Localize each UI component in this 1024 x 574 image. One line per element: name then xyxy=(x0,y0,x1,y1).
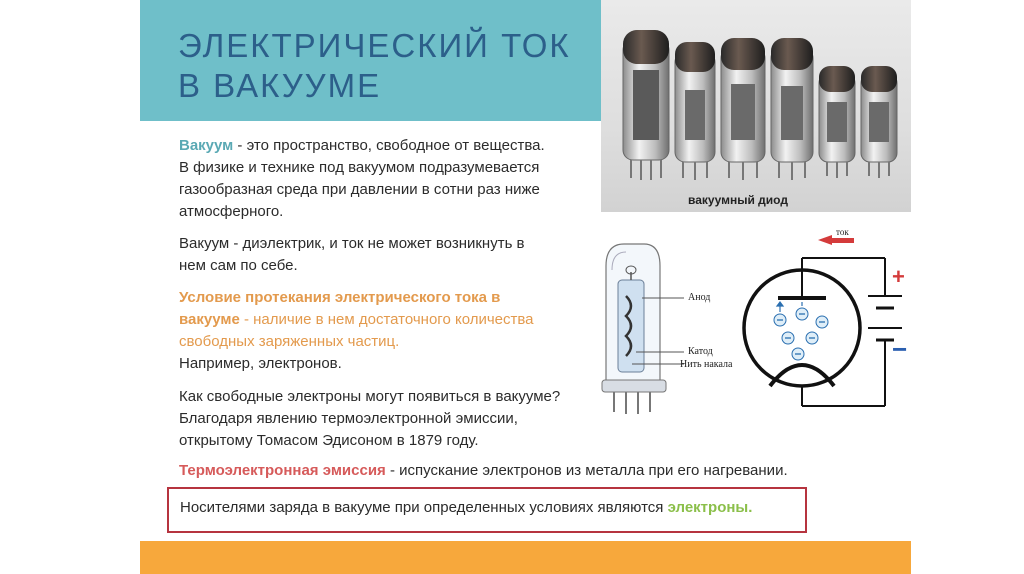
conclusion-main: Носителями заряда в вакууме при определенных условиях являются xyxy=(180,499,668,516)
p1-text: - это пространство, свободное от вещества. xyxy=(233,137,545,154)
paragraph-thermionic-question xyxy=(179,386,599,452)
tube-1 xyxy=(623,30,669,180)
tube-4 xyxy=(771,38,813,180)
vacuum-tubes-photo xyxy=(601,0,911,212)
circuit-diagram xyxy=(740,228,910,418)
p4-line2: Благодаря явлению термоэлектронной эмиссии, xyxy=(179,410,518,427)
p4-line1: Как свободные электроны могут появиться в вакууме? xyxy=(179,388,561,405)
p4-line3: открытому Томасом Эдисоном в 1879 году. xyxy=(179,432,479,449)
term-thermionic-emission: Термоэлектронная эмиссия xyxy=(179,462,386,479)
circuit-drawing xyxy=(740,228,910,418)
label-filament: Нить накала xyxy=(680,359,733,370)
conclusion-highlight: электроны. xyxy=(667,499,753,516)
p3-bold2: вакууме xyxy=(179,311,240,328)
paragraph-current-condition xyxy=(179,287,599,375)
tube-6 xyxy=(861,66,897,178)
diode-tube-diagram xyxy=(596,236,746,416)
tube-2 xyxy=(675,42,715,180)
term-vacuum: Вакуум xyxy=(179,137,234,154)
minus-sign: − xyxy=(892,334,908,364)
p3-line3: свободных заряженных частиц. xyxy=(179,333,400,350)
page-title xyxy=(178,26,571,106)
paragraph-thermionic-definition xyxy=(179,460,859,482)
p2-line1: Вакуум - диэлектрик, и ток не может возникнуть в xyxy=(179,235,525,252)
tube-3 xyxy=(721,38,765,180)
paragraph-dielectric xyxy=(179,233,599,277)
bottom-accent-band xyxy=(140,541,911,574)
current-label: ток xyxy=(836,228,849,237)
p1-line2: В физике и технике под вакуумом подразумевается xyxy=(179,159,540,176)
title-line-2: В ВАКУУМЕ xyxy=(178,67,382,104)
tube-5 xyxy=(819,66,855,178)
p3-bold1: Условие протекания электрического тока в xyxy=(179,289,501,306)
conclusion-text xyxy=(180,497,810,519)
p1-line3: газообразная среда при давлении в сотни раз ниже xyxy=(179,181,540,198)
p3-line4: Например, электронов. xyxy=(179,355,342,372)
label-cathode: Катод xyxy=(688,346,713,357)
label-anode: Анод xyxy=(688,292,711,303)
plus-sign: + xyxy=(892,264,905,289)
p1-line4: атмосферного. xyxy=(179,203,284,220)
vacuum-tubes-illustration xyxy=(601,0,911,212)
photo-caption: вакуумный диод xyxy=(688,193,788,207)
paragraph-vacuum-definition xyxy=(179,135,599,223)
title-line-1: ЭЛЕКТРИЧЕСКИЙ ТОК xyxy=(178,27,571,64)
p2-line2: нем сам по себе. xyxy=(179,257,298,274)
p3-text2: - наличие в нем достаточного количества xyxy=(239,311,534,328)
p5-text: - испускание электронов из металла при его нагревании. xyxy=(385,462,788,479)
diode-tube-drawing xyxy=(596,236,746,416)
